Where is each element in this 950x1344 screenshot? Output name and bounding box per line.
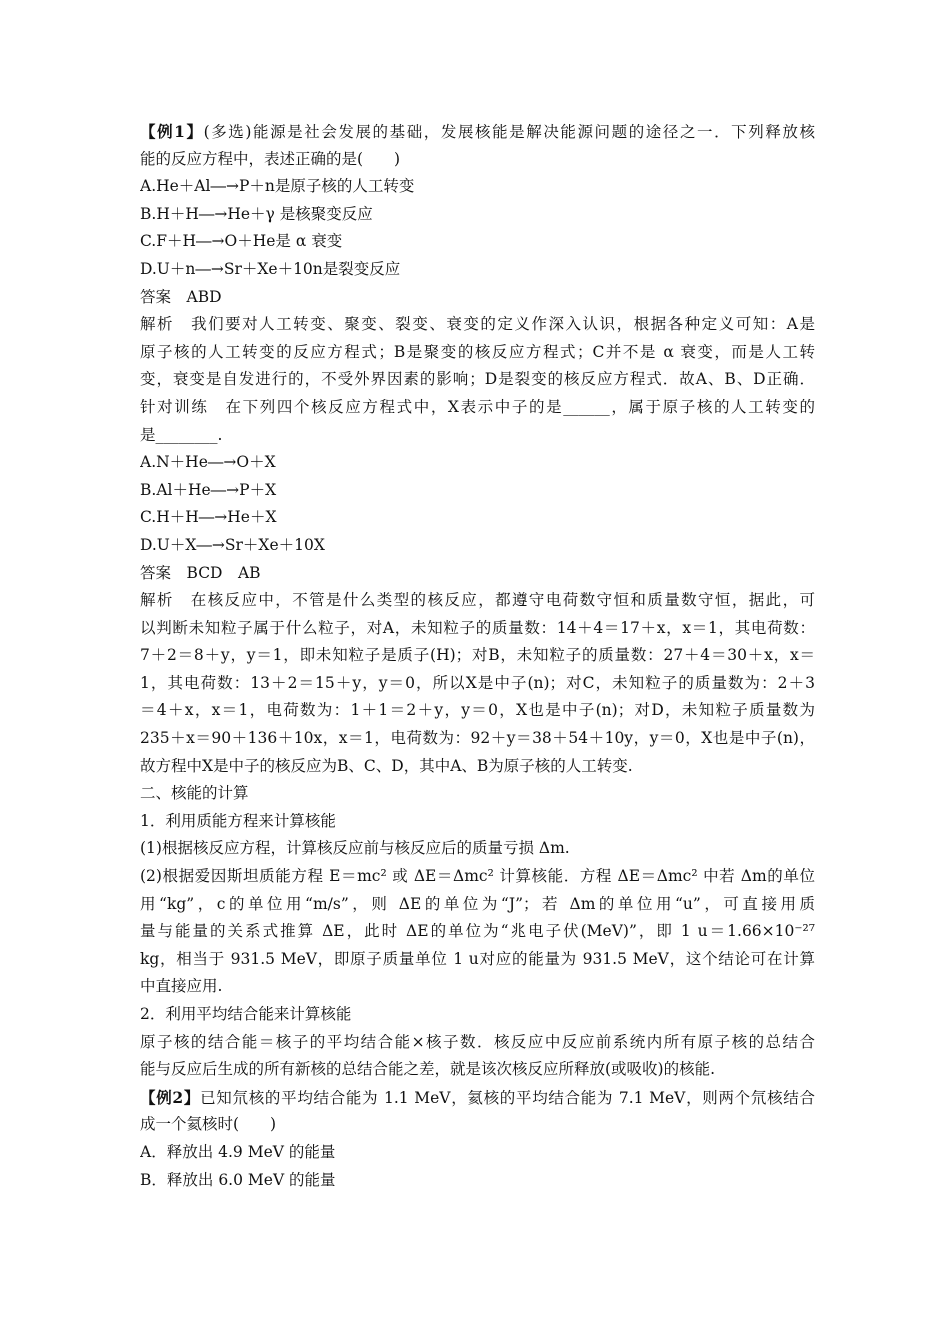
example1-option-a: A.He＋Al―→P＋n是原子核的人工转变 <box>140 177 415 196</box>
example1-stem-line: 能的反应方程中，表述正确的是( ) <box>140 149 401 168</box>
section-heading: 二、核能的计算 <box>140 784 249 803</box>
subsection-paragraph-line: 能与反应后生成的所有新核的总结合能之差，就是该次核反应所释放(或吸收)的核能. <box>140 1060 716 1079</box>
subsection-paragraph-line: kg，相当于 931.5 MeV，即原子质量单位 1 u对应的能量为 931.5 MeV，这个结论可在计算 <box>140 949 815 968</box>
subsection-heading: 2．利用平均结合能来计算核能 <box>140 1005 352 1023</box>
example1-analysis-line: 解析 我们要对人工转变、聚变、裂变、衰变的定义作深入认识，根据各种定义可知：A是 <box>140 315 815 334</box>
subsection-paragraph-line: (1)根据核反应方程，计算核反应前与核反应后的质量亏损 Δm. <box>140 839 570 858</box>
training-analysis-line: 235＋x＝90＋136＋10x，x＝1，电荷数为：92＋y＝38＋54＋10y，y＝0，X也是中子(n)， <box>140 729 815 748</box>
example1-option-b: B.H＋H―→He＋γ 是核聚变反应 <box>140 204 373 223</box>
training-analysis-line: 以判断未知粒子属于什么粒子，对A，未知粒子的质量数：14＋4＝17＋x，x＝1，其电荷数： <box>140 618 815 637</box>
training-analysis-line: 7＋2＝8＋y，y＝1，即未知粒子是质子(H)；对B，未知粒子的质量数：27＋4＝30＋x，x＝ <box>140 646 815 665</box>
training-option-b: B.Al＋He―→P＋X <box>140 480 277 499</box>
example1-answer: 答案 ABD <box>140 287 222 306</box>
training-option-c: C.H＋H―→He＋X <box>140 508 277 527</box>
subsection-paragraph-line: 用“kg”，c的单位用“m/s”，则 ΔE的单位为“J”；若 Δm的单位用“u”，可直接用质 <box>140 894 815 913</box>
training-option-a: A.N＋He―→O＋X <box>140 453 276 472</box>
example2-option-a: A．释放出 4.9 MeV 的能量 <box>140 1142 336 1161</box>
example2-option-b: B．释放出 6.0 MeV 的能量 <box>140 1170 336 1189</box>
training-option-d: D.U＋X―→Sr＋Xe＋10X <box>140 535 325 554</box>
subsection-paragraph-line: 中直接应用. <box>140 977 223 996</box>
example1-analysis-line: 原子核的人工转变的反应方程式；B是聚变的核反应方程式；C并不是 α 衰变，而是人工转 <box>140 342 815 361</box>
subsection-paragraph-line: (2)根据爱因斯坦质能方程 E＝mc² 或 ΔE＝Δmc² 计算核能．方程 ΔE＝Δmc² 中若 Δm的单位 <box>140 867 815 886</box>
example2-stem-line: 成一个氦核时( ) <box>140 1115 277 1134</box>
subsection-paragraph-line: 量与能量的关系式推算 ΔE，此时 ΔE的单位为“兆电子伏(MeV)”，即 1 u＝1.66×10⁻²⁷ <box>140 922 815 941</box>
example1-option-c: C.F＋H―→O＋He是 α 衰变 <box>140 232 343 251</box>
subsection-heading: 1．利用质能方程来计算核能 <box>140 811 336 830</box>
example2-tag: 【例2】 <box>140 1087 201 1107</box>
example1-tag: 【例1】 <box>140 122 204 141</box>
subsection-paragraph-line: 原子核的结合能＝核子的平均结合能×核子数．核反应中反应前系统内所有原子核的总结合 <box>140 1032 815 1051</box>
document-body <box>140 118 815 1194</box>
example1-analysis-line: 变，衰变是自发进行的，不受外界因素的影响；D是裂变的核反应方程式．故A、B、D正确． <box>140 370 815 389</box>
training-analysis-line: 解析 在核反应中，不管是什么类型的核反应，都遵守电荷数守恒和质量数守恒，据此，可 <box>140 591 815 610</box>
example2-stem-line: 【例2】已知氘核的平均结合能为 1.1 MeV，氦核的平均结合能为 7.1 MeV，则两个氘核结合 <box>140 1087 815 1107</box>
training-answer: 答案 BCD AB <box>140 563 261 582</box>
training-analysis-line: ＝4＋x，x＝1，电荷数为：1＋1＝2＋y，y＝0，X也是中子(n)；对D，未知粒子质量数为 <box>140 701 815 720</box>
training-analysis-line: 故方程中X是中子的核反应为B、C、D，其中A、B为原子核的人工转变. <box>140 756 633 775</box>
training-analysis-line: 1，其电荷数：13＋2＝15＋y，y＝0，所以X是中子(n)；对C，未知粒子的质量数为：2＋3 <box>140 673 815 692</box>
example1-stem-line: 【例1】(多选)能源是社会发展的基础，发展核能是解决能源问题的途径之一．下列释放核 <box>140 122 815 141</box>
example1-option-d: D.U＋n―→Sr＋Xe＋10n是裂变反应 <box>140 259 401 278</box>
training-stem-line: 是________. <box>140 425 223 444</box>
training-stem-line: 针对训练 在下列四个核反应方程式中，X表示中子的是______，属于原子核的人工转变的 <box>140 397 815 416</box>
